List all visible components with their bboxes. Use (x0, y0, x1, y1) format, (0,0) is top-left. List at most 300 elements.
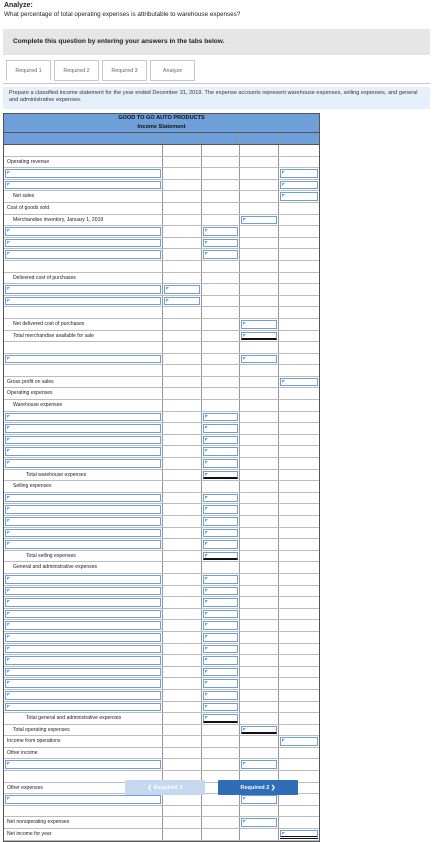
statement-row (4, 725, 319, 737)
statement-cell-col-2 (202, 609, 240, 620)
statement-cell-label (4, 702, 163, 713)
amount-input[interactable] (280, 181, 318, 190)
next-button[interactable] (218, 780, 298, 795)
prev-button[interactable] (125, 780, 205, 795)
statement-cell-col-2 (202, 191, 240, 202)
statement-cell-col-3 (240, 481, 279, 492)
statement-cell-col-2 (202, 226, 240, 237)
amount-input[interactable] (241, 332, 277, 341)
statement-row (4, 504, 319, 516)
statement-cell-label (4, 528, 163, 539)
statement-cell-col-3 (240, 331, 279, 342)
statement-cell-label (4, 690, 163, 701)
statement-cell-col-2 (202, 157, 240, 168)
statement-row (4, 342, 319, 354)
statement-row (4, 215, 319, 227)
statement-cell-label (4, 296, 163, 307)
statement-row (4, 400, 319, 412)
statement-row (4, 829, 319, 841)
statement-cell-col-4 (279, 562, 319, 573)
statement-cell-col-3 (240, 667, 279, 678)
statement-row-label: Warehouse expenses (13, 402, 63, 409)
account-name-input[interactable] (5, 691, 161, 700)
statement-cell-col-4 (279, 725, 319, 736)
amount-input[interactable] (241, 818, 277, 827)
account-name-input[interactable] (5, 540, 161, 549)
account-name-input[interactable] (5, 227, 161, 236)
statement-cell-label (4, 678, 163, 689)
amount-input[interactable] (280, 830, 318, 839)
statement-cell-col-3 (240, 226, 279, 237)
statement-cell-col-2 (202, 354, 240, 365)
account-name-input[interactable] (5, 679, 161, 688)
statement-cell-col-1 (163, 412, 202, 423)
statement-row (4, 412, 319, 424)
statement-cell-col-2 (202, 180, 240, 191)
statement-cell-col-2 (202, 759, 240, 770)
statement-cell-col-2 (202, 725, 240, 736)
statement-row-label: Total general and administrative expenses (26, 715, 122, 722)
statement-cell-col-4 (279, 388, 319, 399)
statement-cell-label (4, 307, 163, 318)
amount-input[interactable] (203, 668, 238, 677)
statement-row (4, 354, 319, 366)
account-name-input[interactable] (5, 656, 161, 665)
statement-cell-label (4, 435, 163, 446)
statement-row-label: Net income for year (7, 831, 52, 838)
statement-row (4, 365, 319, 377)
statement-row (4, 597, 319, 609)
statement-cell-col-4 (279, 528, 319, 539)
statement-cell-label (4, 655, 163, 666)
statement-row (4, 655, 319, 667)
tab-required-2[interactable]: Required 2 (54, 60, 99, 81)
amount-input[interactable] (203, 540, 238, 549)
statement-cell-col-2 (202, 817, 240, 828)
amount-input[interactable] (241, 355, 277, 364)
tab-analyze[interactable]: Analyze (150, 60, 195, 81)
statement-cell-col-3 (240, 296, 279, 307)
statement-cell-label (4, 157, 163, 168)
statement-cell-col-2 (202, 481, 240, 492)
statement-cell-col-4 (279, 145, 319, 156)
amount-input[interactable] (280, 192, 318, 201)
statement-cell-label (4, 794, 163, 805)
account-name-input[interactable] (5, 633, 161, 642)
statement-row-label: Total merchandise available for sale (13, 332, 94, 339)
statement-row-label: Net delivered cost of purchases (13, 320, 85, 327)
amount-input[interactable] (203, 413, 238, 422)
statement-cell-col-2 (202, 446, 240, 457)
account-name-input[interactable] (5, 413, 161, 422)
statement-cell-col-1 (163, 504, 202, 515)
statement-cell-col-1 (163, 215, 202, 226)
statement-row (4, 562, 319, 574)
amount-input[interactable] (203, 494, 238, 503)
statement-cell-col-1 (163, 551, 202, 562)
statement-cell-col-2 (202, 145, 240, 156)
account-name-input[interactable] (5, 459, 161, 468)
account-name-input[interactable] (5, 575, 161, 584)
statement-cell-col-4 (279, 667, 319, 678)
statement-cell-col-1 (163, 817, 202, 828)
statement-cell-col-3 (240, 620, 279, 631)
statement-cell-col-1 (163, 423, 202, 434)
statement-cell-col-4 (279, 794, 319, 805)
statement-cell-col-4 (279, 806, 319, 817)
statement-cell-label (4, 516, 163, 527)
statement-row (4, 226, 319, 238)
statement-cell-col-3 (240, 168, 279, 179)
statement-row (4, 446, 319, 458)
amount-input[interactable] (203, 703, 238, 712)
statement-cell-col-4 (279, 829, 319, 840)
statement-cell-label (4, 249, 163, 260)
analyze-title: Analyze: (4, 2, 33, 9)
statement-cell-col-4 (279, 702, 319, 713)
amount-input[interactable] (203, 529, 238, 538)
account-name-input[interactable] (5, 169, 161, 178)
amount-input[interactable] (241, 216, 277, 225)
statement-cell-label (4, 319, 163, 330)
account-name-input[interactable] (5, 668, 161, 677)
statement-cell-col-4 (279, 551, 319, 562)
statement-cell-label (4, 829, 163, 840)
statement-cell-col-1 (163, 713, 202, 724)
account-name-input[interactable] (5, 517, 161, 526)
statement-cell-col-4 (279, 481, 319, 492)
statement-cell-col-4 (279, 319, 319, 330)
statement-cell-col-2 (202, 331, 240, 342)
amount-input[interactable] (203, 645, 238, 654)
amount-input[interactable] (203, 239, 238, 248)
amount-input[interactable] (203, 505, 238, 514)
statement-cell-col-3 (240, 191, 279, 202)
statement-cell-col-3 (240, 528, 279, 539)
statement-cell-label (4, 446, 163, 457)
statement-cell-label (4, 238, 163, 249)
statement-header (4, 114, 319, 133)
amount-input[interactable] (203, 621, 238, 630)
statement-row (4, 644, 319, 656)
statement-cell-col-1 (163, 644, 202, 655)
statement-cell-col-2 (202, 423, 240, 434)
statement-cell-col-1 (163, 678, 202, 689)
statement-cell-col-3 (240, 609, 279, 620)
statement-cell-col-2 (202, 215, 240, 226)
statement-row (4, 516, 319, 528)
statement-cell-col-3 (240, 412, 279, 423)
statement-cell-col-4 (279, 586, 319, 597)
statement-cell-label (4, 354, 163, 365)
amount-input[interactable] (203, 447, 238, 456)
income-statement (3, 113, 320, 842)
account-name-input[interactable] (5, 447, 161, 456)
statement-row-label: Gross profit on sales (7, 378, 54, 385)
account-name-input[interactable] (5, 529, 161, 538)
statement-cell-col-4 (279, 493, 319, 504)
statement-row (4, 794, 319, 806)
statement-cell-label (4, 644, 163, 655)
statement-cell-col-2 (202, 261, 240, 272)
statement-cell-col-4 (279, 284, 319, 295)
statement-row (4, 331, 319, 343)
amount-input[interactable] (203, 610, 238, 619)
statement-title: Income Statement (137, 124, 186, 130)
amount-input[interactable] (203, 714, 238, 723)
statement-row-label: Total selling expenses (26, 552, 76, 559)
amount-input[interactable] (203, 517, 238, 526)
statement-cell-col-3 (240, 354, 279, 365)
prompt-text: Prepare a classified income statement for the year ended December 31, 2019. The expense accounts represent warehouse expenses, selling expenses, and general and administrative expenses. (3, 87, 430, 109)
subheader-col-1 (163, 133, 202, 144)
amount-input[interactable] (203, 552, 238, 561)
statement-cell-col-2 (202, 736, 240, 747)
account-name-input[interactable] (5, 505, 161, 514)
statement-row (4, 736, 319, 748)
amount-input[interactable] (203, 679, 238, 688)
statement-row (4, 249, 319, 261)
amount-input[interactable] (203, 459, 238, 468)
statement-cell-label (4, 551, 163, 562)
statement-cell-col-4 (279, 423, 319, 434)
statement-cell-col-4 (279, 736, 319, 747)
statement-cell-col-2 (202, 388, 240, 399)
amount-input[interactable] (203, 424, 238, 433)
statement-cell-label (4, 331, 163, 342)
amount-input[interactable] (203, 598, 238, 607)
statement-cell-col-1 (163, 632, 202, 643)
statement-cell-col-1 (163, 667, 202, 678)
amount-input[interactable] (241, 760, 277, 769)
account-name-input[interactable] (5, 587, 161, 596)
statement-row-label: Cost of goods sold (7, 204, 50, 211)
statement-row (4, 145, 319, 157)
amount-input[interactable] (203, 656, 238, 665)
statement-cell-col-4 (279, 609, 319, 620)
amount-input[interactable] (203, 227, 238, 236)
statement-cell-col-2 (202, 273, 240, 284)
statement-cell-label (4, 736, 163, 747)
statement-cell-col-3 (240, 736, 279, 747)
statement-cell-col-3 (240, 678, 279, 689)
account-name-input[interactable] (5, 297, 161, 306)
amount-input[interactable] (241, 795, 277, 804)
prev-button-label: Required 1 (153, 784, 183, 791)
subheader-col-3 (240, 133, 279, 144)
statement-cell-label (4, 215, 163, 226)
amount-input[interactable] (280, 169, 318, 178)
statement-cell-col-1 (163, 829, 202, 840)
amount-input[interactable] (203, 471, 238, 480)
statement-cell-col-1 (163, 145, 202, 156)
statement-cell-col-3 (240, 516, 279, 527)
statement-cell-col-4 (279, 748, 319, 759)
statement-cell-col-4 (279, 377, 319, 388)
statement-cell-col-3 (240, 632, 279, 643)
statement-cell-col-2 (202, 307, 240, 318)
statement-cell-col-1 (163, 377, 202, 388)
amount-input[interactable] (164, 285, 200, 294)
statement-cell-col-2 (202, 516, 240, 527)
account-name-input[interactable] (5, 355, 161, 364)
account-name-input[interactable] (5, 645, 161, 654)
statement-cell-col-1 (163, 574, 202, 585)
statement-cell-col-1 (163, 493, 202, 504)
statement-cell-label (4, 574, 163, 585)
statement-row-label: Total operating expenses (13, 726, 70, 733)
tab-required-3[interactable]: Required 3 (102, 60, 147, 81)
account-name-input[interactable] (5, 181, 161, 190)
statement-cell-col-1 (163, 794, 202, 805)
statement-cell-label (4, 620, 163, 631)
account-name-input[interactable] (5, 795, 161, 804)
statement-cell-col-1 (163, 261, 202, 272)
statement-cell-col-1 (163, 365, 202, 376)
statement-cell-label (4, 504, 163, 515)
statement-cell-col-2 (202, 319, 240, 330)
next-button-label: Required 2 (240, 784, 270, 791)
statement-cell-col-1 (163, 307, 202, 318)
account-name-input[interactable] (5, 610, 161, 619)
statement-cell-col-1 (163, 586, 202, 597)
statement-cell-col-3 (240, 470, 279, 481)
amount-input[interactable] (203, 575, 238, 584)
statement-row (4, 667, 319, 679)
statement-cell-col-2 (202, 806, 240, 817)
statement-cell-col-2 (202, 574, 240, 585)
statement-cell-col-3 (240, 562, 279, 573)
statement-cell-label (4, 806, 163, 817)
account-name-input[interactable] (5, 621, 161, 630)
account-name-input[interactable] (5, 285, 161, 294)
amount-input[interactable] (280, 378, 318, 387)
account-name-input[interactable] (5, 250, 161, 259)
statement-cell-col-3 (240, 759, 279, 770)
statement-cell-col-4 (279, 226, 319, 237)
statement-cell-col-3 (240, 365, 279, 376)
statement-cell-col-2 (202, 655, 240, 666)
amount-input[interactable] (203, 691, 238, 700)
statement-cell-col-3 (240, 249, 279, 260)
statement-cell-col-3 (240, 388, 279, 399)
statement-cell-label (4, 284, 163, 295)
statement-cell-label (4, 586, 163, 597)
statement-row (4, 470, 319, 482)
statement-row (4, 632, 319, 644)
statement-cell-col-2 (202, 586, 240, 597)
account-name-input[interactable] (5, 424, 161, 433)
statement-cell-col-3 (240, 157, 279, 168)
statement-cell-col-2 (202, 296, 240, 307)
statement-cell-col-1 (163, 388, 202, 399)
statement-cell-col-2 (202, 690, 240, 701)
amount-input[interactable] (241, 320, 277, 329)
account-name-input[interactable] (5, 703, 161, 712)
statement-row (4, 759, 319, 771)
statement-row (4, 238, 319, 250)
subheader-col-4 (279, 133, 319, 144)
statement-cell-col-1 (163, 620, 202, 631)
statement-cell-col-3 (240, 342, 279, 353)
account-name-input[interactable] (5, 494, 161, 503)
statement-row (4, 168, 319, 180)
statement-row (4, 180, 319, 192)
amount-input[interactable] (203, 633, 238, 642)
statement-row (4, 586, 319, 598)
statement-cell-col-3 (240, 319, 279, 330)
statement-cell-col-3 (240, 713, 279, 724)
statement-cell-col-3 (240, 748, 279, 759)
statement-cell-label (4, 400, 163, 411)
statement-cell-col-3 (240, 261, 279, 272)
statement-cell-label (4, 191, 163, 202)
statement-cell-label (4, 817, 163, 828)
statement-cell-col-3 (240, 458, 279, 469)
account-name-input[interactable] (5, 436, 161, 445)
statement-cell-col-4 (279, 713, 319, 724)
statement-cell-label (4, 609, 163, 620)
statement-cell-label (4, 226, 163, 237)
statement-row (4, 817, 319, 829)
statement-row (4, 551, 319, 563)
statement-cell-col-3 (240, 574, 279, 585)
amount-input[interactable] (164, 297, 200, 306)
statement-row (4, 678, 319, 690)
statement-cell-col-1 (163, 562, 202, 573)
statement-cell-col-4 (279, 342, 319, 353)
statement-cell-col-2 (202, 493, 240, 504)
statement-row (4, 273, 319, 285)
statement-cell-col-1 (163, 597, 202, 608)
statement-cell-col-3 (240, 377, 279, 388)
statement-cell-col-3 (240, 806, 279, 817)
amount-input[interactable] (203, 587, 238, 596)
statement-cell-col-1 (163, 319, 202, 330)
tab-required-1[interactable]: Required 1 (6, 60, 51, 81)
statement-cell-col-4 (279, 539, 319, 550)
statement-row (4, 748, 319, 760)
statement-cell-label (4, 412, 163, 423)
account-name-input[interactable] (5, 760, 161, 769)
amount-input[interactable] (241, 726, 277, 735)
statement-row-label: Other expenses (7, 784, 43, 791)
statement-cell-col-4 (279, 446, 319, 457)
statement-row (4, 806, 319, 818)
company-name: GOOD TO GO AUTO PRODUCTS (118, 115, 205, 121)
statement-cell-col-4 (279, 817, 319, 828)
amount-input[interactable] (280, 737, 318, 746)
statement-cell-label (4, 365, 163, 376)
statement-cell-col-4 (279, 215, 319, 226)
statement-cell-col-1 (163, 296, 202, 307)
statement-cell-col-1 (163, 331, 202, 342)
statement-row (4, 261, 319, 273)
account-name-input[interactable] (5, 239, 161, 248)
statement-cell-col-3 (240, 238, 279, 249)
statement-cell-col-4 (279, 759, 319, 770)
statement-row-label: Selling expenses (13, 483, 52, 490)
amount-input[interactable] (203, 250, 238, 259)
statement-cell-col-3 (240, 504, 279, 515)
statement-cell-col-1 (163, 690, 202, 701)
amount-input[interactable] (203, 436, 238, 445)
statement-cell-col-4 (279, 273, 319, 284)
account-name-input[interactable] (5, 598, 161, 607)
statement-cell-label (4, 667, 163, 678)
statement-cell-col-2 (202, 713, 240, 724)
statement-cell-col-4 (279, 620, 319, 631)
